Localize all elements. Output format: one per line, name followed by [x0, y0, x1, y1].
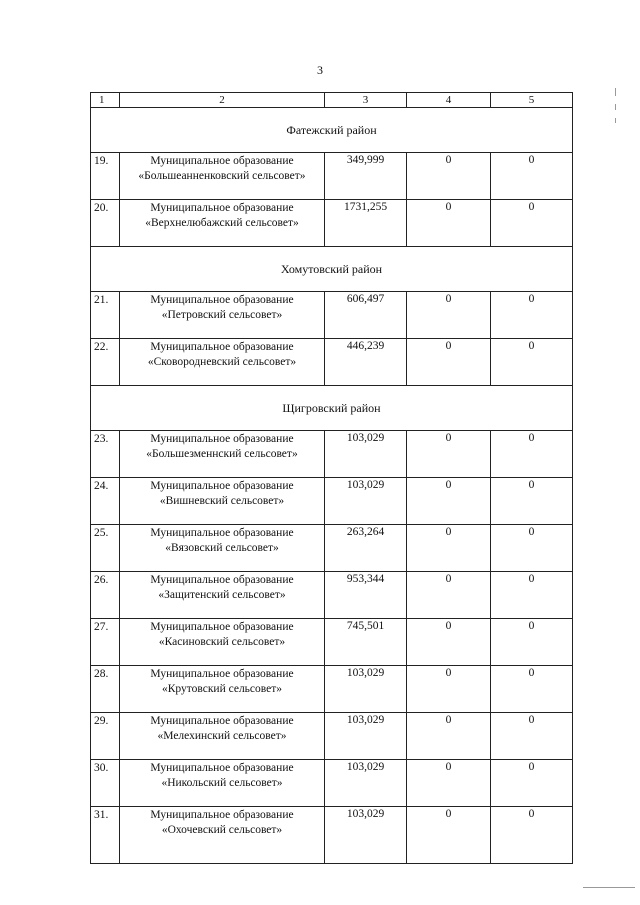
table-row: [91, 713, 573, 760]
table-row: [91, 525, 573, 572]
municipality-title: «Крутовский сельсовет»: [161, 683, 283, 695]
column-5-value: 0: [491, 713, 573, 760]
row-number: 21.: [91, 292, 120, 339]
column-4-value: 0: [407, 478, 491, 525]
table-row: [91, 292, 573, 339]
row-number: 29.: [91, 713, 120, 760]
amount-value: 103,029: [325, 760, 407, 807]
row-number: 25.: [91, 525, 120, 572]
amount-value: 606,497: [325, 292, 407, 339]
amount-value: 103,029: [325, 807, 407, 864]
row-number: 26.: [91, 572, 120, 619]
municipality-type: Муниципальное образование: [150, 621, 294, 633]
table-row: [91, 666, 573, 713]
table-row: [91, 807, 573, 864]
column-4-value: 0: [407, 666, 491, 713]
table-row: [91, 619, 573, 666]
municipality-name: [120, 572, 325, 619]
municipality-name: [120, 153, 325, 200]
column-4-value: 0: [407, 713, 491, 760]
scan-mark: [615, 118, 616, 123]
municipality-name: [120, 292, 325, 339]
district-name: Хомутовский район: [91, 247, 573, 292]
column-5-value: 0: [491, 431, 573, 478]
amount-value: 103,029: [325, 478, 407, 525]
amount-value: 103,029: [325, 713, 407, 760]
row-number: 23.: [91, 431, 120, 478]
column-number-2: 2: [120, 93, 325, 108]
column-4-value: 0: [407, 619, 491, 666]
amount-value: 745,501: [325, 619, 407, 666]
column-5-value: 0: [491, 572, 573, 619]
municipality-title: «Защитенский сельсовет»: [158, 589, 286, 601]
row-number: 27.: [91, 619, 120, 666]
table-row: [91, 431, 573, 478]
table-row: [91, 153, 573, 200]
municipality-name: [120, 666, 325, 713]
column-4-value: 0: [407, 200, 491, 247]
municipality-type: Муниципальное образование: [150, 527, 294, 539]
municipality-name: [120, 713, 325, 760]
district-name: Фатежский район: [91, 108, 573, 153]
scan-mark: [615, 104, 616, 110]
table-row: [91, 478, 573, 525]
municipality-title: «Мелехинский сельсовет»: [157, 730, 287, 742]
column-5-value: 0: [491, 807, 573, 864]
column-number-row: [91, 93, 573, 108]
column-4-value: 0: [407, 339, 491, 386]
scan-mark: [615, 88, 616, 96]
municipality-type: Муниципальное образование: [150, 480, 294, 492]
district-header-row: [91, 247, 573, 292]
row-number: 20.: [91, 200, 120, 247]
municipality-type: Муниципальное образование: [150, 809, 294, 821]
column-4-value: 0: [407, 807, 491, 864]
row-number: 24.: [91, 478, 120, 525]
municipality-title: «Сковородневский сельсовет»: [147, 356, 297, 368]
row-number: 28.: [91, 666, 120, 713]
column-4-value: 0: [407, 525, 491, 572]
scan-mark: [583, 887, 635, 888]
municipality-title: «Вишневский сельсовет»: [159, 495, 285, 507]
municipality-title: «Никольский сельсовет»: [161, 777, 283, 789]
page-number: 3: [317, 63, 323, 77]
amount-value: 103,029: [325, 666, 407, 713]
column-5-value: 0: [491, 153, 573, 200]
table-row: [91, 339, 573, 386]
municipality-type: Муниципальное образование: [150, 574, 294, 586]
column-4-value: 0: [407, 292, 491, 339]
municipality-name: [120, 760, 325, 807]
municipality-type: Муниципальное образование: [150, 341, 294, 353]
column-5-value: 0: [491, 292, 573, 339]
municipality-name: [120, 525, 325, 572]
municipality-title: «Верхнелюбажский сельсовет»: [145, 217, 299, 229]
municipality-name: [120, 807, 325, 864]
row-number: 19.: [91, 153, 120, 200]
amount-value: 349,999: [325, 153, 407, 200]
municipality-title: «Вязовский сельсовет»: [165, 542, 279, 554]
table-row: [91, 760, 573, 807]
district-header-row: [91, 108, 573, 153]
allocation-table: [90, 92, 573, 864]
column-5-value: 0: [491, 200, 573, 247]
district-name: Щигровский район: [91, 386, 573, 431]
row-number: 31.: [91, 807, 120, 864]
municipality-title: «Большеанненковский сельсовет»: [138, 170, 306, 182]
district-header-row: [91, 386, 573, 431]
municipality-type: Муниципальное образование: [150, 433, 294, 445]
column-4-value: 0: [407, 760, 491, 807]
table-row: [91, 200, 573, 247]
column-5-value: 0: [491, 666, 573, 713]
municipality-title: «Большезменнский сельсовет»: [146, 448, 298, 460]
column-number-5: 5: [491, 93, 573, 108]
table-body: [91, 93, 573, 864]
municipality-title: «Охочевский сельсовет»: [161, 824, 283, 836]
municipality-title: «Петровский сельсовет»: [161, 309, 283, 321]
municipality-title: «Касиновский сельсовет»: [158, 636, 286, 648]
municipality-type: Муниципальное образование: [150, 668, 294, 680]
municipality-name: [120, 339, 325, 386]
municipality-name: [120, 431, 325, 478]
column-5-value: 0: [491, 525, 573, 572]
amount-value: 263,264: [325, 525, 407, 572]
amount-value: 446,239: [325, 339, 407, 386]
column-5-value: 0: [491, 339, 573, 386]
row-number: 30.: [91, 760, 120, 807]
municipality-name: [120, 619, 325, 666]
municipality-type: Муниципальное образование: [150, 762, 294, 774]
column-4-value: 0: [407, 431, 491, 478]
municipality-name: [120, 478, 325, 525]
column-4-value: 0: [407, 153, 491, 200]
row-number: 22.: [91, 339, 120, 386]
amount-value: 953,344: [325, 572, 407, 619]
column-4-value: 0: [407, 572, 491, 619]
table-row: [91, 572, 573, 619]
amount-value: 1731,255: [325, 200, 407, 247]
amount-value: 103,029: [325, 431, 407, 478]
municipality-name: [120, 200, 325, 247]
municipality-type: Муниципальное образование: [150, 155, 294, 167]
column-number-1: 1: [91, 93, 120, 108]
municipality-type: Муниципальное образование: [150, 202, 294, 214]
municipality-type: Муниципальное образование: [150, 294, 294, 306]
column-5-value: 0: [491, 760, 573, 807]
column-5-value: 0: [491, 478, 573, 525]
municipality-type: Муниципальное образование: [150, 715, 294, 727]
column-5-value: 0: [491, 619, 573, 666]
column-number-4: 4: [407, 93, 491, 108]
column-number-3: 3: [325, 93, 407, 108]
